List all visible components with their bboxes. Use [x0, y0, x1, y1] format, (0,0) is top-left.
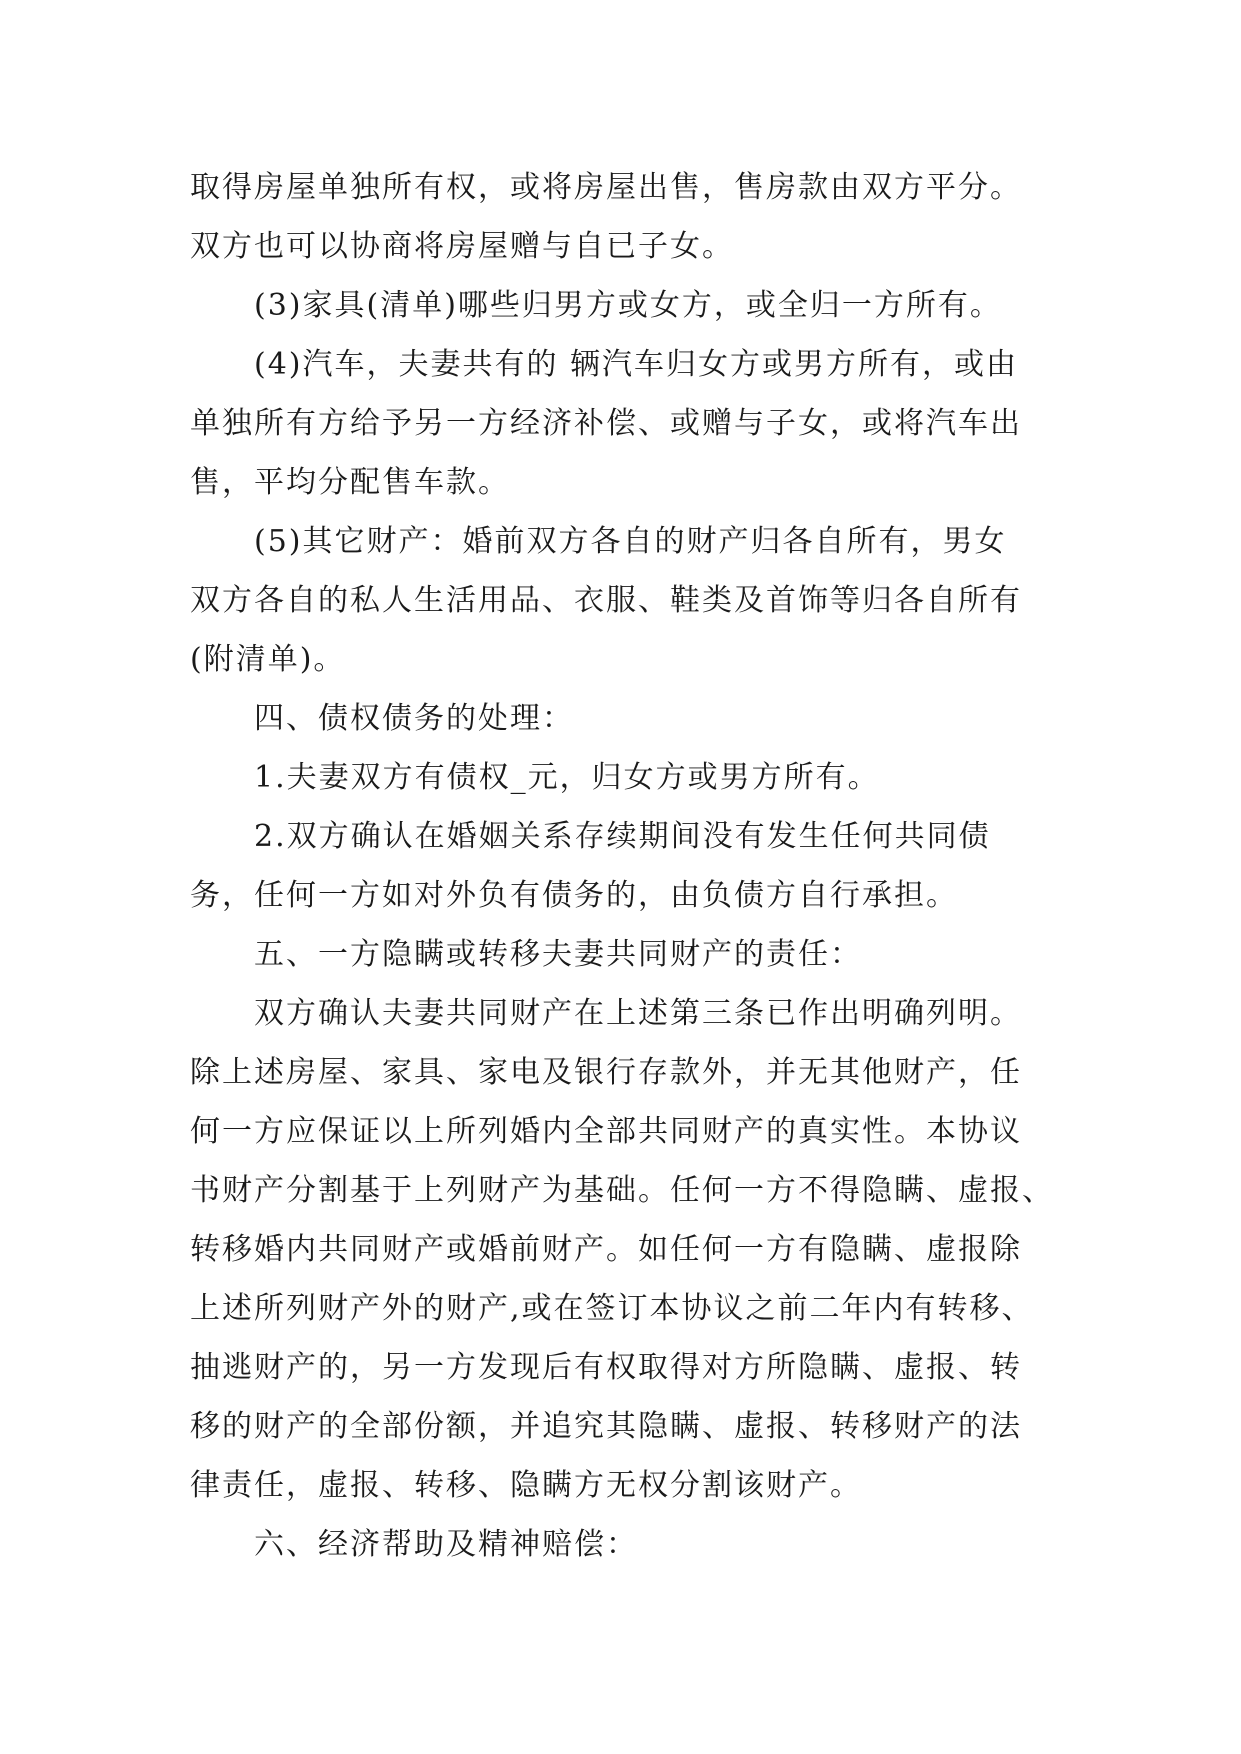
text-line: 务，任何一方如对外负有债务的，由负债方自行承担。: [190, 878, 958, 913]
text-line: (4)汽车，夫妻共有的 辆汽车归女方或男方所有，或由: [254, 347, 1019, 382]
text-line: 双方各自的私人生活用品、衣服、鞋类及首饰等归各自所有: [190, 583, 1022, 618]
text-line: 上述所列财产外的财产,或在签订本协议之前二年内有转移、: [190, 1291, 1034, 1326]
section-heading: 五、一方隐瞒或转移夫妻共同财产的责任：: [254, 937, 862, 972]
text-line: (附清单)。: [190, 642, 346, 677]
text-line: 何一方应保证以上所列婚内全部共同财产的真实性。本协议: [190, 1114, 1022, 1149]
text-line: 律责任，虚报、转移、隐瞒方无权分割该财产。: [190, 1468, 862, 1503]
text-line: (5)其它财产：婚前双方各自的财产归各自所有，男女: [254, 524, 1007, 559]
text-line: 单独所有方给予另一方经济补偿、或赠与子女，或将汽车出: [190, 406, 1022, 441]
text-line: 抽逃财产的，另一方发现后有权取得对方所隐瞒、虚报、转: [190, 1350, 1022, 1385]
text-line: 除上述房屋、家具、家电及银行存款外，并无其他财产，任: [190, 1055, 1022, 1090]
text-line: 售，平均分配售车款。: [190, 465, 510, 500]
text-line: 双方也可以协商将房屋赠与自已子女。: [190, 229, 734, 264]
section-heading: 四、债权债务的处理：: [254, 701, 574, 736]
text-line: 1.夫妻双方有债权_元，归女方或男方所有。: [254, 760, 880, 795]
text-line: 2.双方确认在婚姻关系存续期间没有发生任何共同债: [254, 819, 991, 854]
text-line: 取得房屋单独所有权，或将房屋出售，售房款由双方平分。: [190, 170, 1022, 205]
section-heading: 六、经济帮助及精神赔偿：: [254, 1527, 638, 1562]
document-body: [190, 158, 1070, 1574]
text-line: 双方确认夫妻共同财产在上述第三条已作出明确列明。: [254, 996, 1022, 1031]
text-line: 移的财产的全部份额，并追究其隐瞒、虚报、转移财产的法: [190, 1409, 1022, 1444]
text-line: 转移婚内共同财产或婚前财产。如任何一方有隐瞒、虚报除: [190, 1232, 1022, 1267]
text-line: (3)家具(清单)哪些归男方或女方，或全归一方所有。: [254, 288, 1002, 323]
text-line: 书财产分割基于上列财产为基础。任何一方不得隐瞒、虚报、: [190, 1173, 1054, 1208]
